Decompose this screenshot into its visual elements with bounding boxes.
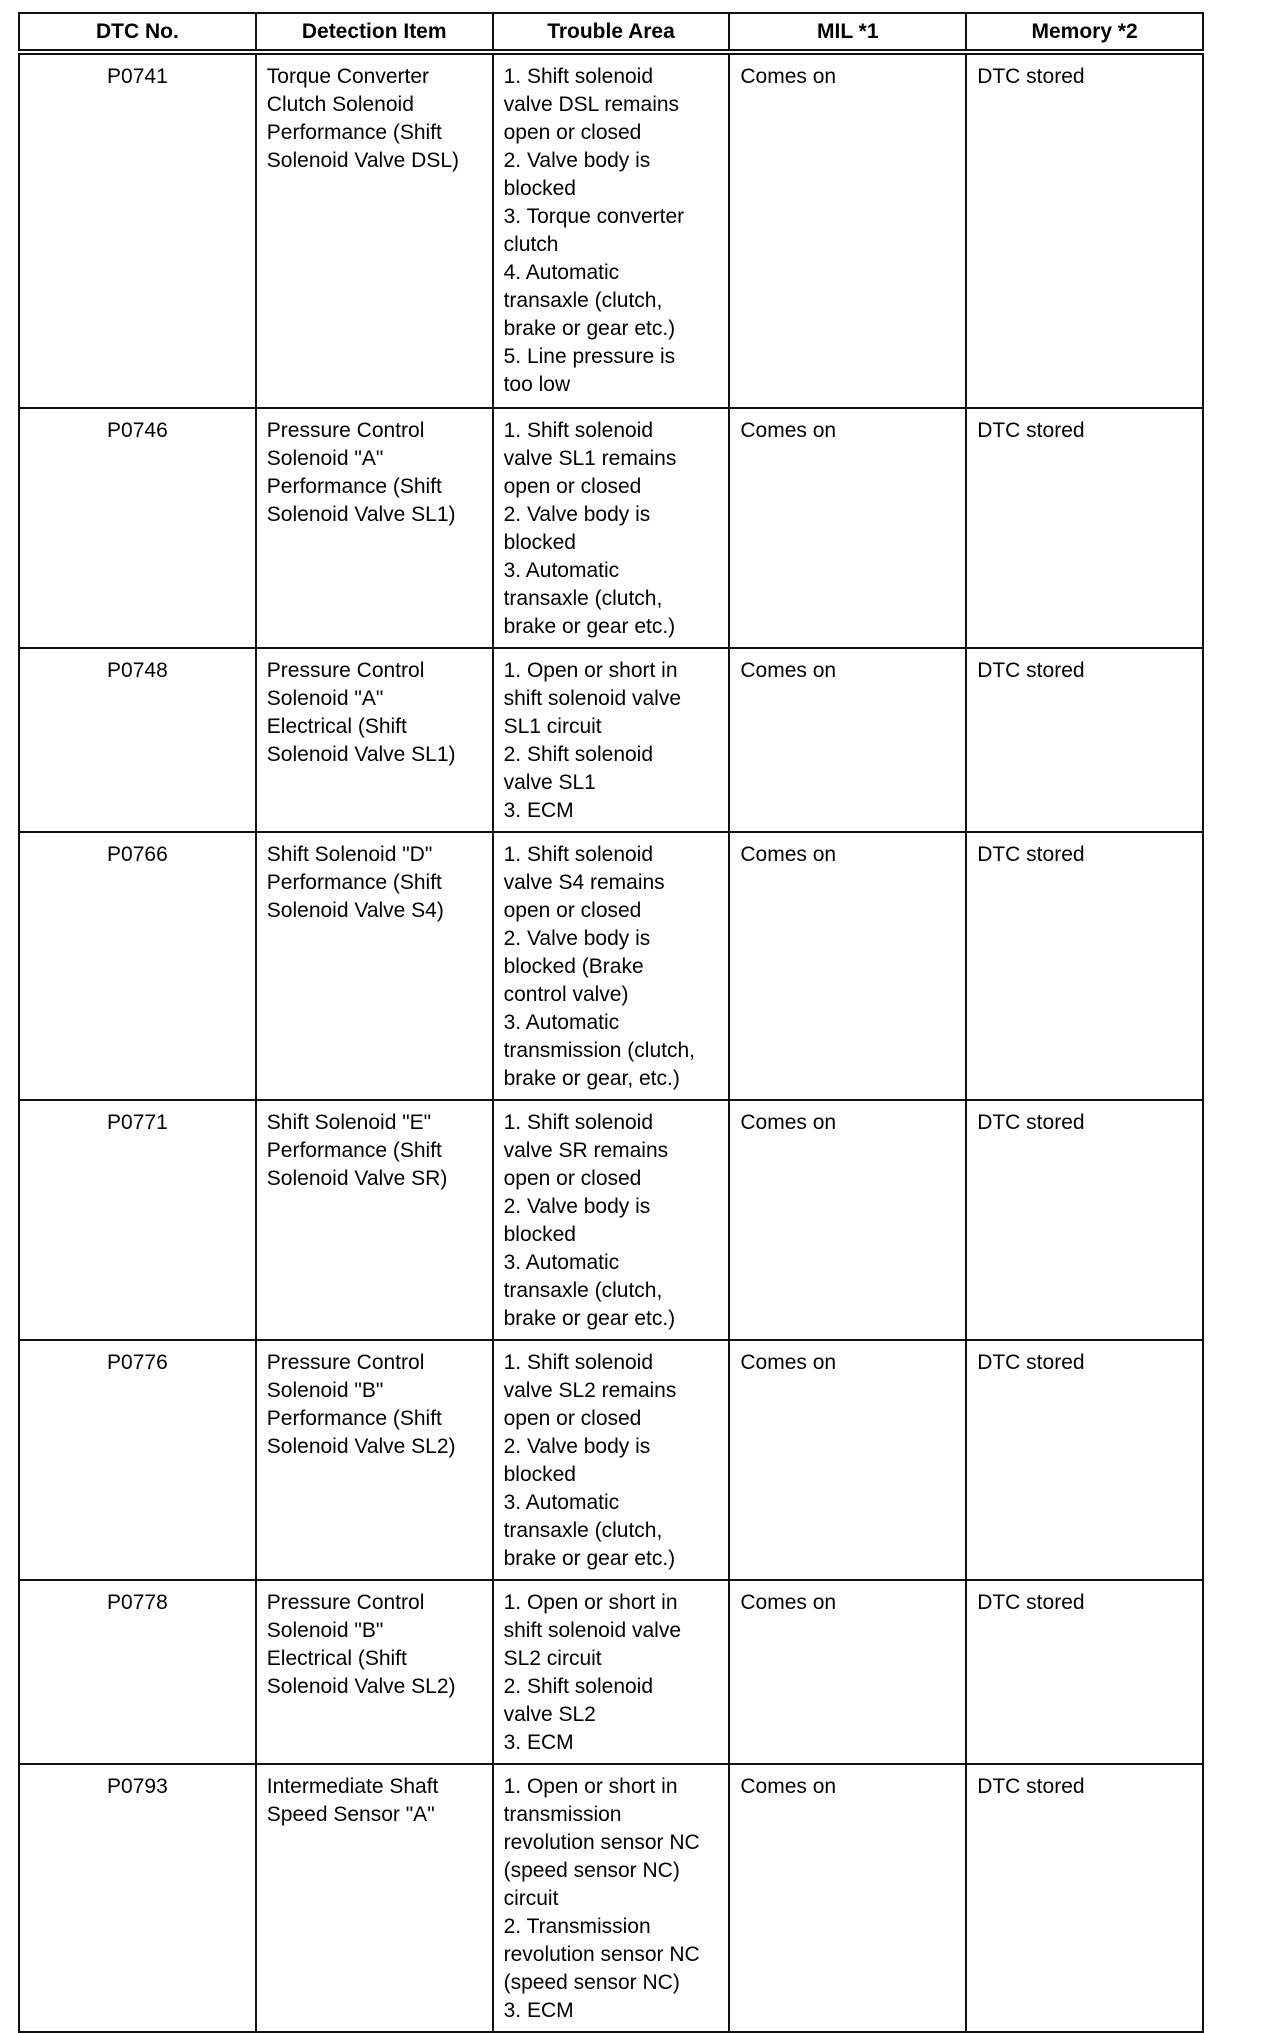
detection-item-text: Torque Converter Clutch Solenoid Performance (Shift Solenoid Valve DSL) — [266, 65, 460, 172]
trouble-area-text: 1. Shift solenoid valve SR remains open or closed 2. Valve body is blocked 3. Automatic transaxle (clutch, brake or gear etc.) — [503, 1111, 676, 1330]
detection-item-text: Pressure Control Solenoid "B" Electrical (Shift Solenoid Valve SL2) — [266, 1591, 456, 1698]
trouble-area-text: 1. Shift solenoid valve SL1 remains open or closed 2. Valve body is blocked 3. Automatic transaxle (clutch, brake or gear etc.) — [503, 419, 677, 638]
mil-cell: Comes on — [729, 1764, 966, 2032]
detection-item-cell — [256, 1764, 493, 2032]
memory-cell: DTC stored — [966, 408, 1203, 648]
table-row — [19, 1100, 1203, 1340]
detection-item-text: Shift Solenoid "D" Performance (Shift Solenoid Valve S4) — [266, 843, 444, 922]
detection-item-text: Pressure Control Solenoid "A" Electrical (Shift Solenoid Valve SL1) — [266, 659, 456, 766]
trouble-area-cell — [493, 1340, 730, 1580]
column-header-mil: MIL *1 — [729, 13, 966, 52]
memory-cell: DTC stored — [966, 648, 1203, 832]
dtc-code-cell: P0778 — [19, 1580, 256, 1764]
table-row — [19, 1580, 1203, 1764]
trouble-area-cell — [493, 648, 730, 832]
table-header-row — [19, 13, 1203, 52]
detection-item-text: Intermediate Shaft Speed Sensor "A" — [266, 1775, 439, 1826]
detection-item-cell — [256, 1580, 493, 1764]
memory-cell: DTC stored — [966, 1764, 1203, 2032]
detection-item-cell — [256, 52, 493, 408]
trouble-area-cell — [493, 832, 730, 1100]
dtc-code-cell: P0766 — [19, 832, 256, 1100]
trouble-area-cell — [493, 1764, 730, 2032]
mil-cell: Comes on — [729, 832, 966, 1100]
mil-cell: Comes on — [729, 52, 966, 408]
mil-cell: Comes on — [729, 1340, 966, 1580]
trouble-area-cell — [493, 52, 730, 408]
trouble-area-cell — [493, 408, 730, 648]
detection-item-cell — [256, 1340, 493, 1580]
dtc-table — [18, 12, 1204, 2033]
detection-item-cell — [256, 1100, 493, 1340]
column-header-trouble-area: Trouble Area — [493, 13, 730, 52]
detection-item-text: Pressure Control Solenoid "B" Performance (Shift Solenoid Valve SL2) — [266, 1351, 456, 1458]
memory-cell: DTC stored — [966, 1580, 1203, 1764]
detection-item-cell — [256, 408, 493, 648]
table-row — [19, 1340, 1203, 1580]
detection-item-cell — [256, 648, 493, 832]
dtc-code-cell: P0746 — [19, 408, 256, 648]
memory-cell: DTC stored — [966, 1340, 1203, 1580]
mil-cell: Comes on — [729, 1100, 966, 1340]
mil-cell: Comes on — [729, 1580, 966, 1764]
trouble-area-cell — [493, 1580, 730, 1764]
trouble-area-text: 1. Open or short in shift solenoid valve SL1 circuit 2. Shift solenoid valve SL1 3. ECM — [503, 659, 682, 822]
dtc-code-cell: P0776 — [19, 1340, 256, 1580]
table-row — [19, 1764, 1203, 2032]
table-row — [19, 832, 1203, 1100]
dtc-code-cell: P0748 — [19, 648, 256, 832]
trouble-area-text: 1. Shift solenoid valve SL2 remains open or closed 2. Valve body is blocked 3. Automatic transaxle (clutch, brake or gear etc.) — [503, 1351, 677, 1570]
trouble-area-text: 1. Open or short in shift solenoid valve SL2 circuit 2. Shift solenoid valve SL2 3. ECM — [503, 1591, 682, 1754]
dtc-code-cell: P0771 — [19, 1100, 256, 1340]
table-row — [19, 648, 1203, 832]
mil-cell: Comes on — [729, 408, 966, 648]
detection-item-text: Pressure Control Solenoid "A" Performance (Shift Solenoid Valve SL1) — [266, 419, 456, 526]
dtc-table-sheet — [18, 12, 1204, 2033]
dtc-code-cell: P0793 — [19, 1764, 256, 2032]
dtc-code-cell: P0741 — [19, 52, 256, 408]
table-row — [19, 408, 1203, 648]
detection-item-cell — [256, 832, 493, 1100]
trouble-area-cell — [493, 1100, 730, 1340]
table-row — [19, 52, 1203, 408]
detection-item-text: Shift Solenoid "E" Performance (Shift Solenoid Valve SR) — [266, 1111, 448, 1190]
memory-cell: DTC stored — [966, 832, 1203, 1100]
column-header-memory: Memory *2 — [966, 13, 1203, 52]
trouble-area-text: 1. Shift solenoid valve S4 remains open or closed 2. Valve body is blocked (Brake control valve) 3. Automatic transmission (clutch, brake or gear, etc.) — [503, 843, 695, 1090]
column-header-detection-item: Detection Item — [256, 13, 493, 52]
trouble-area-text: 1. Open or short in transmission revolution sensor NC (speed sensor NC) circuit 2. Transmission revolution sensor NC (speed sensor NC) 3. ECM — [503, 1775, 700, 2022]
column-header-dtc-no: DTC No. — [19, 13, 256, 52]
memory-cell: DTC stored — [966, 52, 1203, 408]
mil-cell: Comes on — [729, 648, 966, 832]
memory-cell: DTC stored — [966, 1100, 1203, 1340]
trouble-area-text: 1. Shift solenoid valve DSL remains open or closed 2. Valve body is blocked 3. Torque converter clutch 4. Automatic transaxle (clutch, brake or gear etc.) 5. Line pressure is too low — [503, 65, 685, 396]
